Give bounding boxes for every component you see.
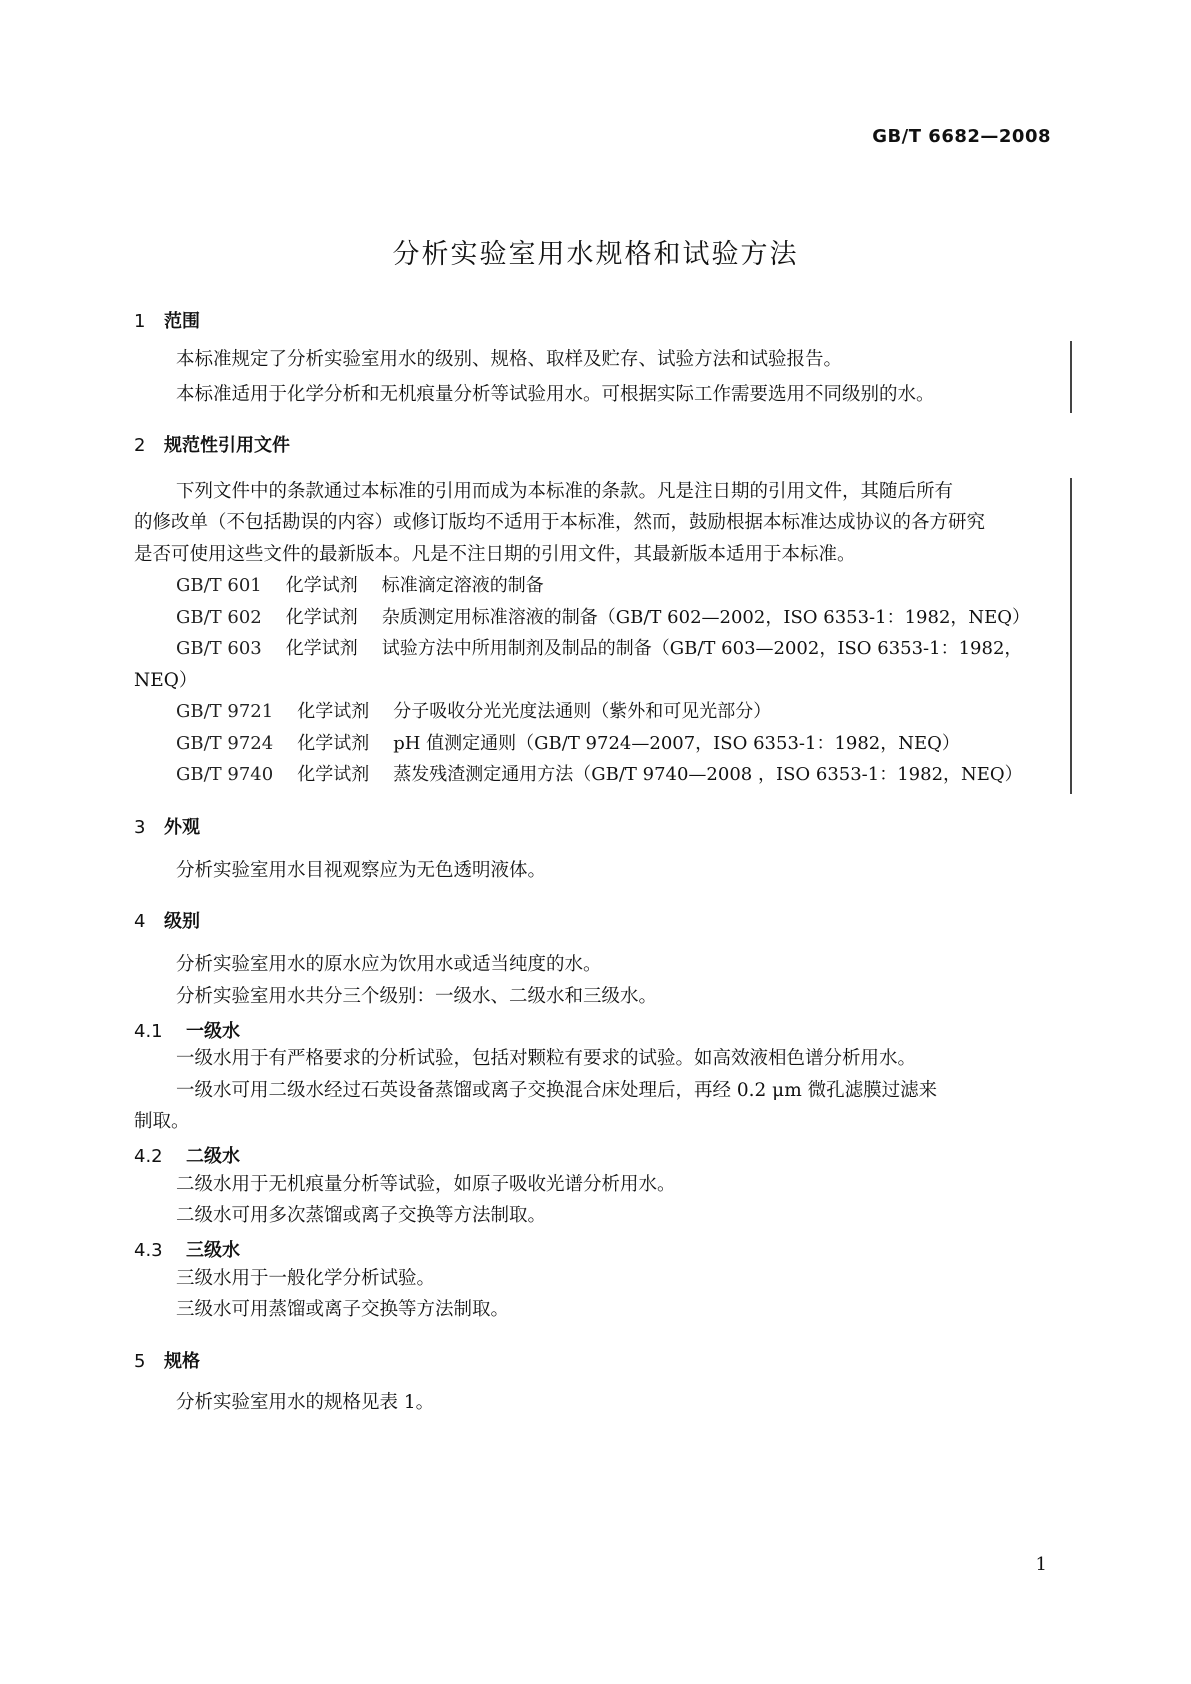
reference-continuation: NEQ） [134,670,198,691]
reference-category: 化学试剂 [297,764,370,785]
reference-category: 化学试剂 [285,607,358,628]
reference-title: 分子吸收分光光度法通则（紫外和可见光部分） [393,701,772,722]
reference-code: GB/T 601 [176,575,262,596]
reference-code: GB/T 9721 [176,701,274,722]
standard-code: GB/T 6682—2008 [872,126,1051,147]
section-number: 2 [134,435,146,456]
paragraph: 一级水可用二级水经过石英设备蒸馏或离子交换混合床处理后，再经 0.2 μm 微孔滤膜过滤来 [176,1080,938,1101]
change-bar [1070,478,1072,794]
paragraph-continuation: 制取。 [134,1111,190,1132]
section-title: 规范性引用文件 [164,435,290,456]
reference-category: 化学试剂 [297,701,370,722]
subsection-title: 三级水 [186,1240,240,1261]
reference-category: 化学试剂 [297,733,370,754]
reference-category: 化学试剂 [285,575,358,596]
paragraph: 本标准适用于化学分析和无机痕量分析等试验用水。可根据实际工作需要选用不同级别的水。 [176,384,935,405]
paragraph: 的修改单（不包括勘误的内容）或修订版均不适用于本标准，然而，鼓励根据本标准达成协议的各方研究 [134,512,986,533]
paragraph: 分析实验室用水的原水应为饮用水或适当纯度的水。 [176,954,602,975]
paragraph: 分析实验室用水目视观察应为无色透明液体。 [176,860,547,881]
section-heading-scope [134,307,200,333]
paragraph: 是否可使用这些文件的最新版本。凡是不注日期的引用文件，其最新版本适用于本标准。 [134,544,856,565]
reference-category: 化学试剂 [285,638,358,659]
change-bar [1070,341,1072,413]
paragraph: 三级水可用蒸馏或离子交换等方法制取。 [176,1299,510,1320]
section-title: 级别 [164,911,200,932]
reference-title: 试验方法中所用制剂及制品的制备（GB/T 603—2002，ISO 6353-1：1982， [381,638,1023,659]
section-heading-appearance [134,813,200,839]
subsection-number: 4.3 [134,1240,163,1261]
reference-title: pH 值测定通则（GB/T 9724—2007，ISO 6353-1：1982，NEQ） [393,733,960,754]
section-number: 5 [134,1351,146,1372]
section-heading-grades [134,907,200,933]
reference-title: 杂质测定用标准溶液的制备（GB/T 602—2002，ISO 6353-1：1982，NEQ） [381,607,1031,628]
subsection-number: 4.1 [134,1021,163,1042]
section-number: 4 [134,911,146,932]
subsection-number: 4.2 [134,1146,163,1167]
section-title: 范围 [164,311,200,332]
paragraph: 三级水用于一般化学分析试验。 [176,1268,436,1289]
reference-item [176,603,1030,633]
section-heading-specifications [134,1347,200,1373]
reference-item [176,760,1023,790]
subsection-heading-grade-1 [134,1017,240,1043]
reference-code: GB/T 603 [176,638,262,659]
paragraph: 分析实验室用水的规格见表 1。 [176,1392,435,1413]
reference-item [176,697,771,727]
section-title: 规格 [164,1351,200,1372]
reference-code: GB/T 9740 [176,764,274,785]
reference-code: GB/T 602 [176,607,262,628]
reference-item [176,634,1022,664]
reference-item [176,729,960,759]
paragraph: 下列文件中的条款通过本标准的引用而成为本标准的条款。凡是注日期的引用文件，其随后所有 [176,481,954,502]
subsection-heading-grade-2 [134,1142,240,1168]
paragraph: 分析实验室用水共分三个级别：一级水、二级水和三级水。 [176,986,658,1007]
paragraph: 本标准规定了分析实验室用水的级别、规格、取样及贮存、试验方法和试验报告。 [176,349,843,370]
reference-code: GB/T 9724 [176,733,274,754]
reference-item [176,571,544,601]
reference-title: 标准滴定溶液的制备 [381,575,544,596]
paragraph: 二级水可用多次蒸馏或离子交换等方法制取。 [176,1205,547,1226]
paragraph: 一级水用于有严格要求的分析试验，包括对颗粒有要求的试验。如高效液相色谱分析用水。 [176,1048,917,1069]
section-heading-normative-references [134,431,290,457]
paragraph: 二级水用于无机痕量分析等试验，如原子吸收光谱分析用水。 [176,1174,676,1195]
document-title: 分析实验室用水规格和试验方法 [392,239,799,270]
subsection-heading-grade-3 [134,1236,240,1262]
reference-title: 蒸发残渣测定通用方法（GB/T 9740—2008 ，ISO 6353-1：1982，NEQ） [393,764,1023,785]
subsection-title: 一级水 [186,1021,240,1042]
section-title: 外观 [164,817,200,838]
section-number: 3 [134,817,146,838]
page-number: 1 [1035,1554,1047,1575]
section-number: 1 [134,311,146,332]
subsection-title: 二级水 [186,1146,240,1167]
